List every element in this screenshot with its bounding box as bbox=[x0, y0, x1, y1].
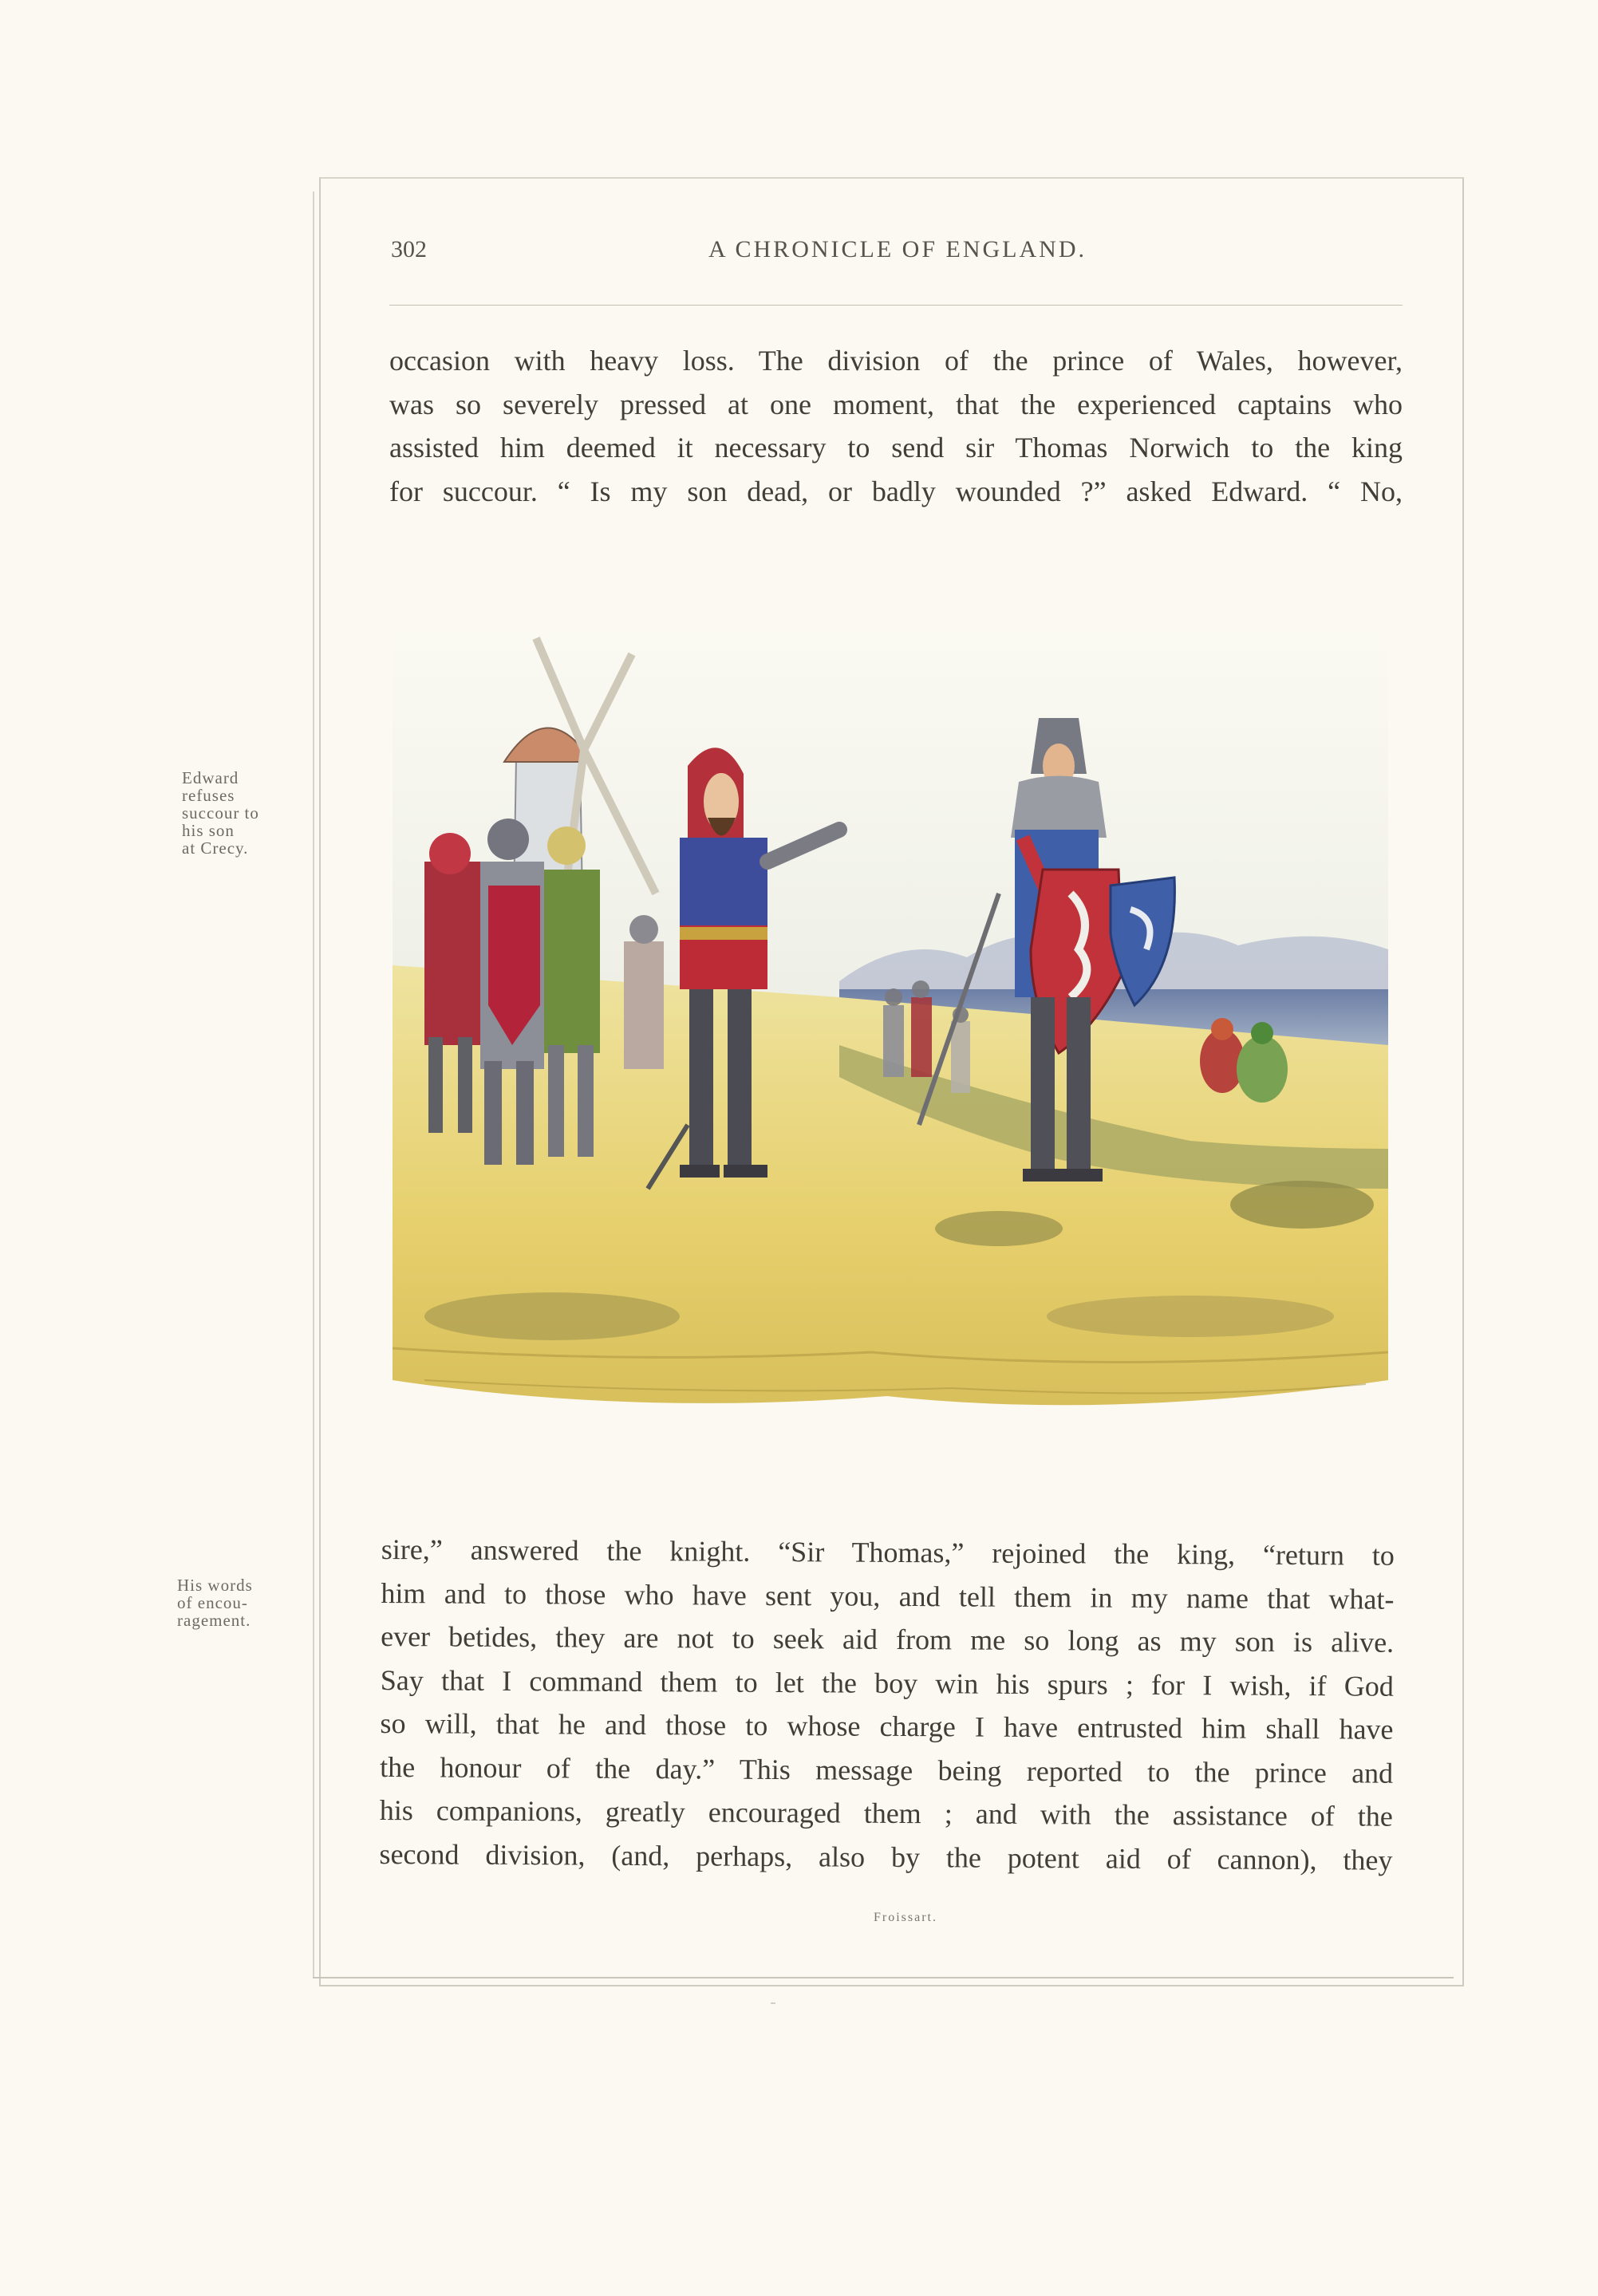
margin-note-line: refuses bbox=[182, 786, 235, 805]
margin-note-refuses-succour bbox=[182, 769, 259, 857]
text-line: ever betides, they are not to seek aid from me so long as my son is alive. bbox=[381, 1619, 1395, 1659]
text-line: him and to those who have sent you, and tell them in my name that what- bbox=[381, 1576, 1395, 1615]
margin-note-line: his son bbox=[182, 821, 235, 840]
text-line: sire,” answered the knight. “Sir Thomas,” rejoined the king, “return to bbox=[381, 1533, 1395, 1572]
text-line: Say that I command them to let the boy win his spurs ; for I wish, if God bbox=[380, 1663, 1394, 1702]
body-text-top bbox=[389, 339, 1403, 513]
head-rule bbox=[389, 305, 1403, 306]
text-line: was so severely pressed at one moment, that the experienced captains who bbox=[389, 388, 1403, 420]
illustration-crecy bbox=[393, 630, 1388, 1412]
body-text-bottom bbox=[379, 1528, 1395, 1882]
margin-note-line: succour to bbox=[182, 803, 259, 823]
frame-bottom-rule bbox=[313, 1977, 1454, 1978]
page-mark bbox=[771, 2002, 775, 2004]
text-line: for succour. “ Is my son dead, or badly wounded ?” asked Edward. “ No, bbox=[389, 475, 1403, 507]
figure-caption: Froissart. bbox=[874, 1911, 937, 1924]
text-line: his companions, greatly encouraged them ; and with the assistance of the bbox=[379, 1793, 1393, 1832]
frame-left-rule bbox=[313, 191, 314, 1978]
text-line: so will, that he and those to whose charge I have entrusted him shall have bbox=[380, 1706, 1394, 1746]
margin-note-encouragement bbox=[177, 1576, 253, 1629]
margin-note-line: of encou- bbox=[177, 1593, 248, 1612]
illustration-svg bbox=[393, 630, 1388, 1412]
running-head bbox=[391, 236, 1404, 271]
text-line: the honour of the day.” This message being reported to the prince and bbox=[380, 1750, 1394, 1789]
margin-note-line: ragement. bbox=[177, 1611, 251, 1630]
running-title: A CHRONICLE OF ENGLAND. bbox=[708, 236, 1087, 262]
text-line: assisted him deemed it necessary to send sir Thomas Norwich to the king bbox=[389, 432, 1403, 464]
text-line: second division, (and, perhaps, also by the potent aid of cannon), they bbox=[379, 1837, 1393, 1876]
text-line: occasion with heavy loss. The division of the prince of Wales, however, bbox=[389, 345, 1403, 377]
margin-note-line: Edward bbox=[182, 768, 239, 787]
margin-note-line: His words bbox=[177, 1576, 253, 1595]
margin-note-line: at Crecy. bbox=[182, 838, 249, 858]
page-number: 302 bbox=[391, 236, 427, 262]
